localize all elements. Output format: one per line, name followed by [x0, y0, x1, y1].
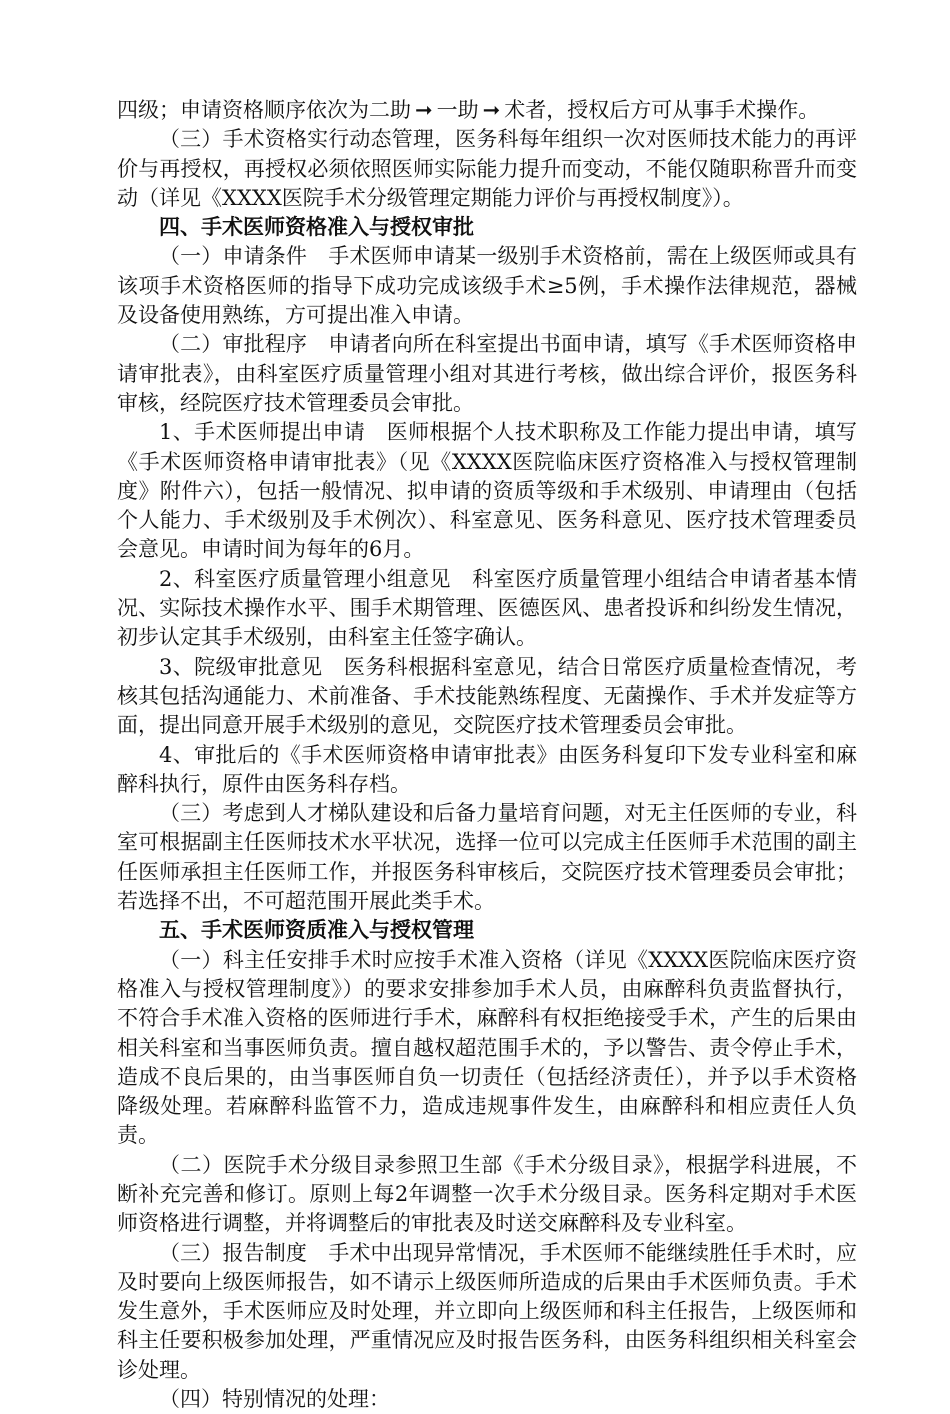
paragraph-continuation: [117, 96, 857, 125]
paragraph-reporting: （三）报告制度 手术中出现异常情况，手术医师不能继续胜任手术时，应及时要向上级医师报告，如不请示上级医师所造成的后果由手术医师负责。手术发生意外，手术医师应及时处理，并立即向上级医师和科主任报告，上级医师和科主任要积极参加处理，严重情况应及时报告医务科，由医务科组织相关科室会诊处理。: [117, 1240, 857, 1382]
text-segment: 一助: [436, 98, 479, 122]
text-segment: 四级；申请资格顺序依次为二助: [117, 98, 411, 122]
paragraph-special-cases: （四）特别情况的处理：: [159, 1387, 390, 1412]
paragraph-step-4: 4、审批后的《手术医师资格申请审批表》由医务科复印下发专业科室和麻醉科执行，原件由医务科存档。: [117, 742, 857, 796]
paragraph-step-2: 2、科室医疗质量管理小组意见 科室医疗质量管理小组结合申请者基本情况、实际技术操作水平、围手术期管理、医德医风、患者投诉和纠纷发生情况，初步认定其手术级别，由科室主任签字确认。: [117, 566, 857, 650]
paragraph-dynamic-management: （三）手术资格实行动态管理，医务科每年组织一次对医师技术能力的再评价与再授权，再授权必须依照医师实际能力提升而变动，不能仅随职称晋升而变动（详见《XXXX医院手术分级管理定期能力评价与再授权制度》）。: [117, 127, 857, 210]
paragraph-arrangement: （一）科主任安排手术时应按手术准入资格（详见《XXXX医院临床医疗资格准入与授权管理制度》）的要求安排参加手术人员，由麻醉科负责监督执行，不符合手术准入资格的医师进行手术，麻醉科有权拒绝接受手术，产生的后果由相关科室和当事医师负责。擅自越权超范围手术的，予以警告、责令停止手术，造成不良后果的，由当事医师自负一切责任（包括经济责任），并予以手术资格降级处理。若麻醉科监管不力，造成违规事件发生，由麻醉科和相应责任人负责。: [117, 947, 857, 1148]
paragraph-step-1: 1、手术医师提出申请 医师根据个人技术职称及工作能力提出申请，填写《手术医师资格申请审批表》（见《XXXX医院临床医疗资格准入与授权管理制度》附件六），包括一般情况、拟申请的资质等级和手术级别、申请理由（包括个人能力、手术级别及手术例次）、科室意见、医务科意见、医疗技术管理委员会意见。申请时间为每年的6月。: [117, 420, 857, 562]
paragraph-talent-pipeline: （三）考虑到人才梯队建设和后备力量培育问题，对无主任医师的专业，科室可根据副主任医师技术水平状况，选择一位可以完成主任医师手术范围的副主任医师承担主任医师工作，并报医务科审核后，交院医疗技术管理委员会审批；若选择不出，不可超范围开展此类手术。: [117, 801, 857, 914]
arrow-right-icon: ➞: [415, 98, 433, 122]
arrow-right-icon: ➞: [482, 98, 501, 122]
text-segment: 术者，授权后方可从事手术操作。: [504, 98, 820, 122]
section-heading-4: 四、手术医师资格准入与授权审批: [159, 215, 474, 240]
document-page: [117, 96, 857, 1414]
paragraph-application-conditions: （一）申请条件 手术医师申请某一级别手术资格前，需在上级医师或具有该项手术资格医师的指导下成功完成该级手术≥5例，手术操作法律规范，器械及设备使用熟练，方可提出准入申请。: [117, 244, 857, 328]
section-heading-5: 五、手术医师资质准入与授权管理: [159, 918, 474, 943]
paragraph-catalog: （二）医院手术分级目录参照卫生部《手术分级目录》，根据学科进展，不断补充完善和修订。原则上每2年调整一次手术分级目录。医务科定期对手术医师资格进行调整，并将调整后的审批表及时送交麻醉科及专业科室。: [117, 1152, 857, 1236]
paragraph-step-3: 3、院级审批意见 医务科根据科室意见，结合日常医疗质量检查情况，考核其包括沟通能力、术前准备、手术技能熟练程度、无菌操作、手术并发症等方面，提出同意开展手术级别的意见，交院医疗技术管理委员会审批。: [117, 654, 857, 738]
paragraph-approval-procedure: （二）审批程序 申请者向所在科室提出书面申请，填写《手术医师资格申请审批表》，由科室医疗质量管理小组对其进行考核，做出综合评价，报医务科审核，经院医疗技术管理委员会审批。: [117, 332, 857, 415]
